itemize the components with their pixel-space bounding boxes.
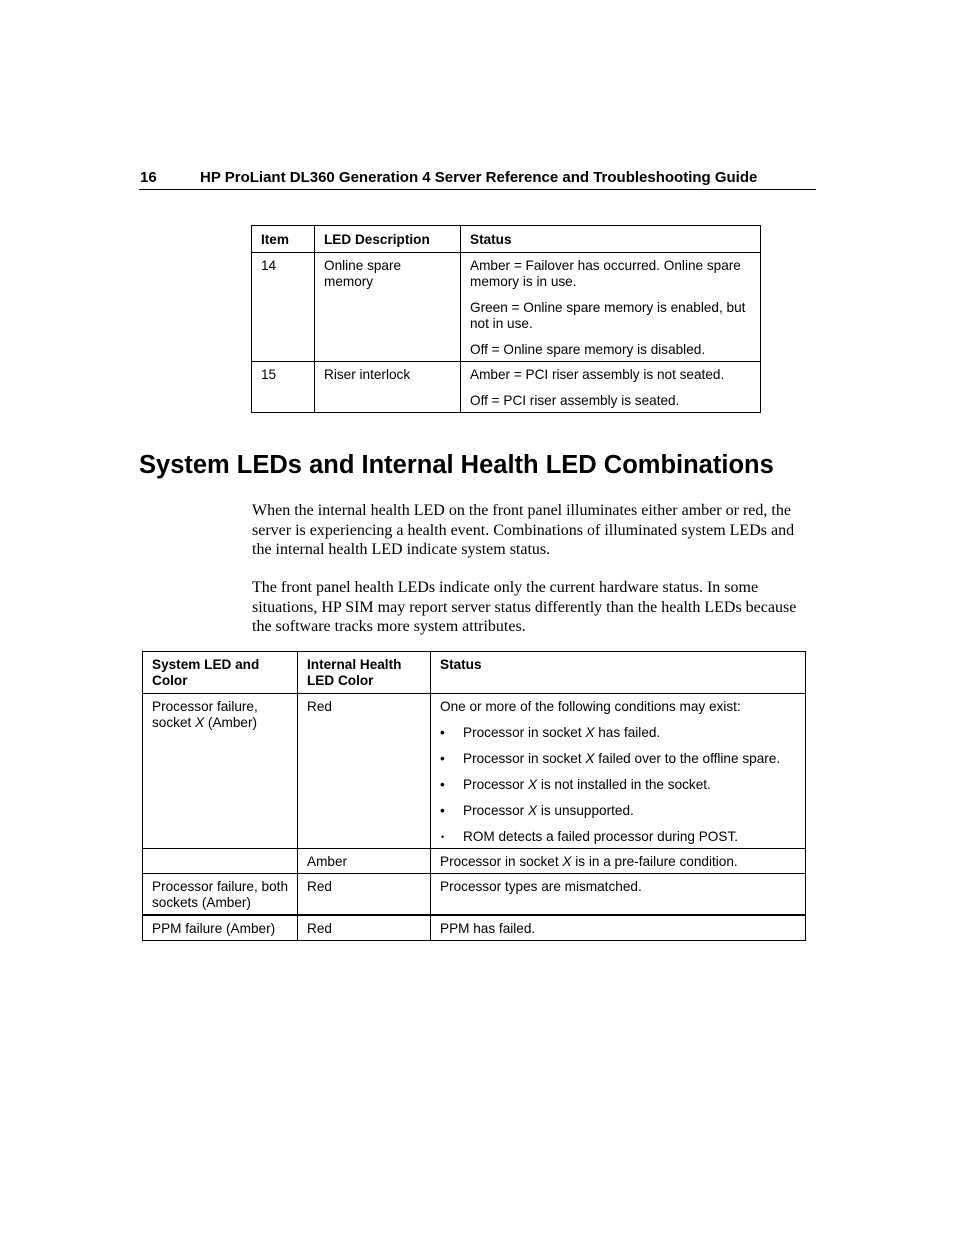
status-line: Off = PCI riser assembly is seated.	[470, 393, 680, 408]
text-part: Processor in socket	[463, 725, 586, 740]
text-part: Processor in socket	[440, 854, 563, 869]
status-cell	[431, 694, 806, 849]
status-cell	[431, 874, 806, 916]
health-led-cell: Red	[298, 915, 431, 941]
health-led-cell: Red	[298, 694, 431, 849]
led-combination-table	[142, 651, 806, 941]
italic-variable: X	[527, 777, 538, 792]
section-heading: System LEDs and Internal Health LED Combinations	[139, 451, 774, 479]
item-cell: 14	[252, 253, 315, 362]
column-header-status: Status	[461, 226, 761, 253]
italic-variable: X	[585, 725, 595, 740]
text-part: Processor types are mismatched.	[440, 879, 642, 894]
text-part: ROM detects a failed processor during POST.	[463, 829, 739, 844]
text-part: failed over to the offline spare.	[594, 751, 781, 766]
led-status-table	[251, 225, 761, 413]
text-part: PPM failure (Amber)	[152, 921, 276, 936]
description-cell: Online spare memory	[315, 253, 461, 362]
status-intro: One or more of the following conditions may exist:	[440, 699, 741, 714]
table-header-row	[143, 652, 806, 694]
bullet-icon: •	[441, 832, 445, 842]
column-header-system-led: System LED and Color	[143, 652, 298, 694]
system-led-cell	[143, 849, 298, 874]
italic-variable: X	[585, 751, 595, 766]
list-item	[440, 751, 796, 767]
text-part: is not installed in the socket.	[537, 777, 711, 792]
table-header-row	[252, 226, 761, 253]
text-part: is in a pre-failure condition.	[571, 854, 738, 869]
table-row	[252, 362, 761, 413]
status-cell	[431, 849, 806, 874]
health-led-cell: Red	[298, 874, 431, 916]
column-header-led-description: LED Description	[315, 226, 461, 253]
italic-variable: X	[527, 803, 538, 818]
item-cell: 15	[252, 362, 315, 413]
bullet-icon: •	[440, 725, 445, 740]
list-item	[440, 777, 796, 793]
text-part: Processor failure, both sockets (Amber)	[152, 879, 289, 910]
description-cell: Riser interlock	[315, 362, 461, 413]
text-part: Processor	[463, 803, 528, 818]
column-header-item: Item	[252, 226, 315, 253]
table-row	[143, 694, 806, 849]
text-part: has failed.	[594, 725, 661, 740]
italic-variable: X	[195, 715, 205, 730]
bullet-icon: •	[440, 751, 445, 766]
column-header-status: Status	[431, 652, 806, 694]
table-row	[143, 915, 806, 941]
table-row	[143, 874, 806, 916]
status-line: Off = Online spare memory is disabled.	[470, 342, 706, 357]
status-cell	[461, 362, 761, 413]
text-part: Processor failure, socket	[152, 699, 258, 730]
system-led-cell	[143, 874, 298, 916]
italic-variable: X	[562, 854, 572, 869]
column-header-internal-health: Internal Health LED Color	[298, 652, 431, 694]
status-line: Amber = PCI riser assembly is not seated.	[470, 367, 725, 382]
system-led-cell	[143, 694, 298, 849]
system-led-cell	[143, 915, 298, 941]
table-row	[252, 253, 761, 362]
list-item	[440, 725, 796, 741]
page-header	[139, 168, 816, 190]
table-row	[143, 849, 806, 874]
page-number: 16	[140, 169, 157, 186]
text-part: Processor	[463, 777, 528, 792]
text-part: PPM has failed.	[440, 921, 536, 936]
condition-list	[440, 725, 796, 845]
body-paragraph: When the internal health LED on the front panel illuminates either amber or red, the server is experiencing a health event. Combinations of illuminated system LEDs and the internal health LED indicate system status.	[252, 502, 795, 558]
status-cell	[431, 915, 806, 941]
status-line: Green = Online spare memory is enabled, but not in use.	[470, 300, 746, 331]
document-title: HP ProLiant DL360 Generation 4 Server Reference and Troubleshooting Guide	[200, 169, 758, 186]
health-led-cell: Amber	[298, 849, 431, 874]
list-item	[440, 803, 796, 819]
list-item	[440, 829, 796, 845]
text-part: (Amber)	[204, 715, 258, 730]
text-part: Processor in socket	[463, 751, 586, 766]
status-cell	[461, 253, 761, 362]
bullet-icon: •	[440, 803, 445, 818]
body-paragraph: The front panel health LEDs indicate only the current hardware status. In some situations, HP SIM may report server status differently than the health LEDs because the software tracks more system attributes.	[252, 579, 797, 635]
status-line: Amber = Failover has occurred. Online spare memory is in use.	[470, 258, 741, 289]
text-part: is unsupported.	[537, 803, 634, 818]
bullet-icon: •	[440, 777, 445, 792]
